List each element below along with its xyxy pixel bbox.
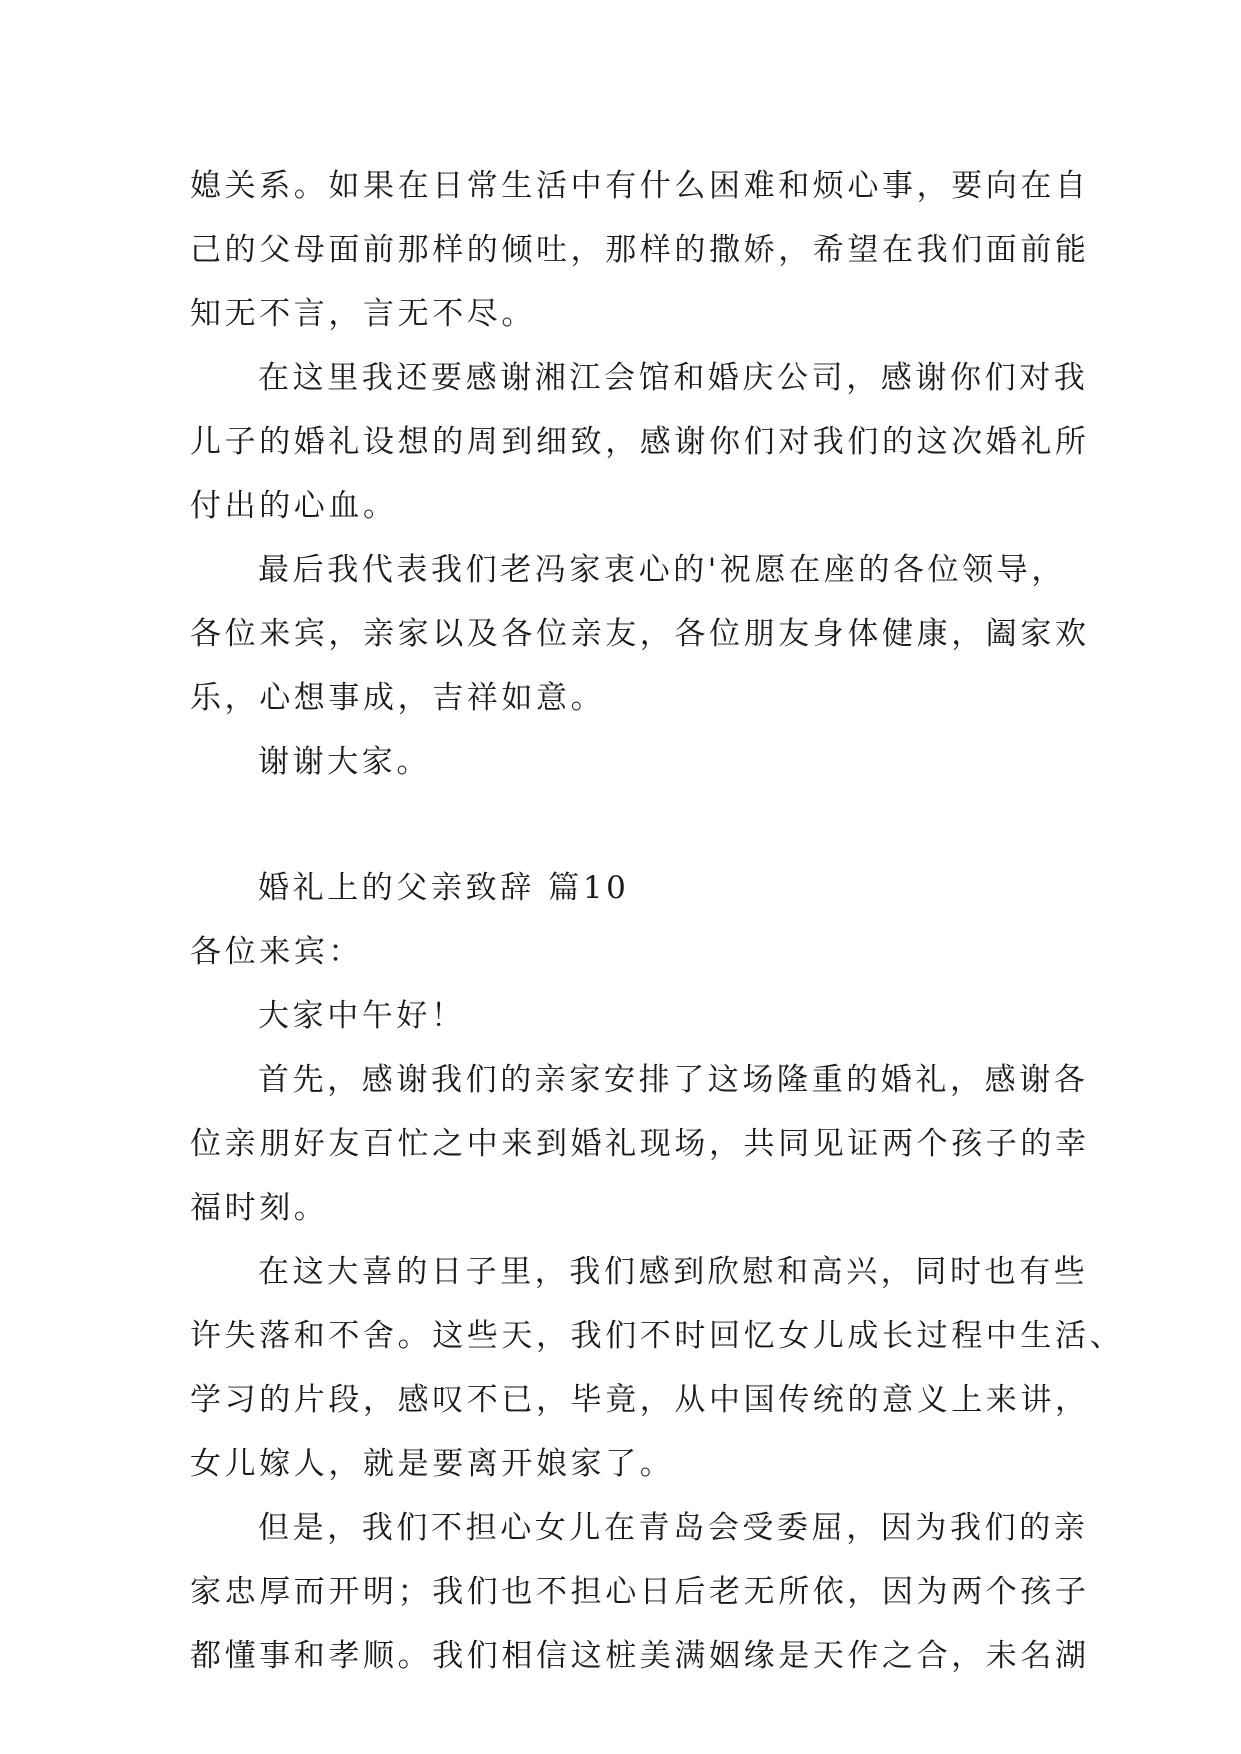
paragraph <box>190 538 1090 730</box>
text-line: 己的父母面前那样的倾吐，那样的撒娇，希望在我们面前能 <box>190 232 1090 268</box>
text-line: 女儿嫁人，就是要离开娘家了。 <box>190 1446 675 1482</box>
document-body <box>190 154 1125 1688</box>
paragraph <box>190 984 1050 1048</box>
text-line: 儿子的婚礼设想的周到细致，感谢你们对我们的这次婚礼所 <box>190 424 1090 460</box>
text-line: 付出的心血。 <box>190 488 398 524</box>
paragraph <box>190 1240 1125 1496</box>
text-line: 乐，心想事成，吉祥如意。 <box>190 680 606 716</box>
text-line: 位亲朋好友百忙之中来到婚礼现场，共同见证两个孩子的幸 <box>190 1126 1090 1162</box>
text-line: 各位来宾，亲家以及各位亲友，各位朋友身体健康，阖家欢 <box>190 616 1090 652</box>
section-spacer <box>190 794 1050 856</box>
paragraph <box>190 346 1090 538</box>
text-line: 在这里我还要感谢湘江会馆和婚庆公司，感谢你们对我 <box>258 360 1089 396</box>
text-line: 在这大喜的日子里，我们感到欣慰和高兴，同时也有些 <box>258 1254 1089 1290</box>
text-line: 知无不言，言无不尽。 <box>190 296 536 332</box>
paragraph <box>190 1496 1090 1688</box>
text-line: 但是，我们不担心女儿在青岛会受委屈，因为我们的亲 <box>258 1510 1089 1546</box>
text-line: 媳关系。如果在日常生活中有什么困难和烦心事，要向在自 <box>190 168 1090 204</box>
text-line: 首先，感谢我们的亲家安排了这场隆重的婚礼，感谢各 <box>258 1062 1089 1098</box>
text-line: 谢谢大家。 <box>258 744 431 780</box>
text-line: 许失落和不舍。这些天，我们不时回忆女儿成长过程中生活、 <box>190 1318 1125 1354</box>
paragraph <box>190 730 1050 794</box>
text-line: 都懂事和孝顺。我们相信这桩美满姻缘是天作之合，未名湖 <box>190 1638 1090 1674</box>
salutation: 各位来宾： <box>190 934 363 970</box>
text-line: 大家中午好！ <box>258 998 466 1034</box>
text-line: 最后我代表我们老冯家衷心的'祝愿在座的各位领导， <box>258 552 1066 588</box>
text-line: 学习的片段，感叹不已，毕竟，从中国传统的意义上来讲， <box>190 1382 1090 1418</box>
section-title: 婚礼上的父亲致辞 篇10 <box>258 870 630 906</box>
text-line: 福时刻。 <box>190 1190 329 1226</box>
paragraph <box>190 154 1090 346</box>
text-line: 家忠厚而开明；我们也不担心日后老无所依，因为两个孩子 <box>190 1574 1090 1610</box>
paragraph <box>190 1048 1090 1240</box>
